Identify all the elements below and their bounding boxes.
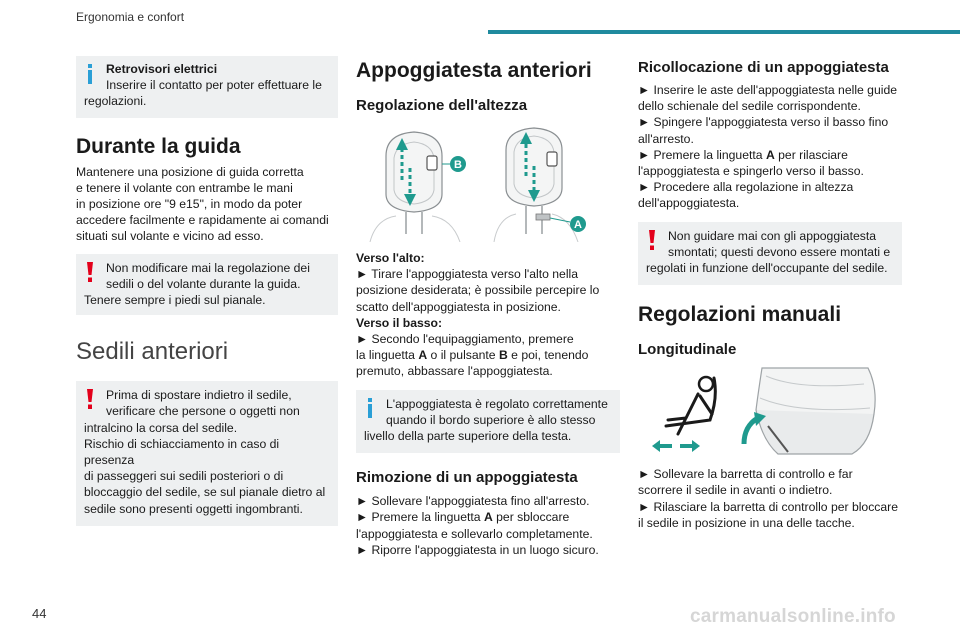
instruction-text: per sbloccare [492,510,570,525]
instruction-line [356,493,620,509]
column-right [638,56,902,531]
warning-line: verificare che persone o oggetti non [106,404,300,419]
instruction-line: dell'appoggiatesta. [638,196,740,211]
instruction-line: posizione desiderata; è possibile percepire lo [356,283,600,298]
refit-warning-note [638,222,902,286]
warning-line: regolati in funzione dell'occupante del sedile. [646,261,888,276]
instruction-text: Spingere l'appoggiatesta verso il basso fino [653,115,889,130]
text-line: accedere facilmente e rapidamente ai comandi [76,213,329,228]
driving-heading: Durante la guida [76,134,241,158]
warning-line: Non modificare mai la regolazione dei [106,260,310,275]
longitudinal-heading: Longitudinale [638,341,737,359]
instruction-line: all'arresto. [638,131,694,146]
arrow-bullet: ► [638,115,651,130]
manual-adjust-heading: Regolazioni manuali [638,303,842,327]
headrests-heading: Appoggiatesta anteriori [356,59,592,82]
mirrors-note-line: Inserire il contatto per poter effettuare le [106,78,322,93]
arrow-bullet: ► [638,180,651,195]
instruction-line: l'appoggiatesta e sollevarlo completamente. [356,526,593,541]
instruction-text: Sollevare l'appoggiatesta fino all'arresto. [371,494,590,509]
warning-line: sedili o del volante durante la guida. [106,276,301,291]
instruction-line: scatto dell'appoggiatesta in posizione. [356,299,561,314]
instruction-line [638,147,902,163]
text-line: e tenere il volante con entrambe le mani [76,180,293,195]
warning-line: Tenere sempre i piedi sul pianale. [84,293,266,308]
arrow-bullet: ► [356,332,369,347]
instruction-text: o il pulsante [427,348,499,363]
down-label: Verso il basso: [356,315,443,330]
instruction-text: per rilasciare [774,147,848,162]
label-b: B [454,159,462,171]
instruction-text: Rilasciare la barretta di controllo per bloccare [653,499,899,514]
arrow-bullet: ► [356,267,369,282]
instruction-text: Tirare l'appoggiatesta verso l'alto nella [371,267,579,282]
text-line: in posizione ore "9 e15", in modo da poter [76,197,303,212]
driving-warning-note [76,254,338,316]
instruction-text: Procedere alla regolazione in altezza [653,180,854,195]
front-seats-heading: Sedili anteriori [76,338,229,366]
instruction-text: e poi, tenendo [507,348,589,363]
instruction-text: Premere la linguetta [653,147,766,162]
instruction-text: Premere la linguetta [371,510,484,525]
instruction-line [356,347,620,363]
instruction-line: scorrere il sedile in avanti o indietro. [638,483,833,498]
warning-icon [85,389,95,409]
warning-line: Rischio di schiacciamento in caso di presenza [84,436,280,468]
warning-line: intralcino la corsa del sedile. [84,420,238,435]
instruction-line [356,542,620,558]
watermark: carmanualsonline.info [690,606,896,627]
instruction-line [356,266,620,282]
arrow-bullet: ► [356,542,369,557]
instruction-line [356,331,620,347]
driving-paragraph [76,164,338,245]
instruction-line: l'appoggiatesta e spingerlo verso il basso. [638,164,864,179]
headrest-illustration [356,124,616,242]
instruction-text: Sollevare la barretta di controllo e far [653,467,853,482]
instruction-text: Secondo l'equipaggiamento, premere [371,332,574,347]
seats-warning-note [76,381,338,526]
instruction-text: la linguetta [356,348,419,363]
label-a-ref: A [483,510,493,525]
instruction-line: il sedile in posizione in una delle tacche. [638,515,855,530]
longitudinal-instructions [638,466,902,531]
up-label: Verso l'alto: [356,251,425,265]
instruction-line [638,114,902,130]
height-adjust-heading: Regolazione dell'altezza [356,97,528,114]
warning-icon [85,262,95,282]
label-b-ref: B [498,348,508,363]
column-middle [356,56,620,558]
instruction-text: Riporre l'appoggiatesta in un luogo sicuro. [371,542,599,557]
column-left [76,56,338,526]
instruction-line [356,509,620,525]
refit-instructions [638,82,902,212]
note-line: livello della parte superiore della testa. [364,429,572,444]
seat-slide-illustration [638,354,902,458]
header-accent-bar [488,30,960,34]
note-line: quando il bordo superiore è allo stesso [386,412,596,427]
text-line: Mantenere una posizione di guida corretta [76,164,304,179]
warning-line: smontati; questi devono essere montati e [668,244,891,259]
seat-pictogram-icon [652,377,715,452]
info-icon [365,398,375,418]
instruction-line [638,82,902,98]
page-number: 44 [32,606,47,621]
warning-line: di passeggeri sui sedili posteriori o di [84,469,284,484]
instruction-line [638,499,902,515]
label-a: A [574,219,582,231]
note-line: L'appoggiatesta è regolato correttamente [386,396,608,411]
arrow-bullet: ► [638,499,651,514]
arrow-bullet: ► [356,494,369,509]
arrow-bullet: ► [356,510,369,525]
text-line: situati sul volante e vicino ad esso. [76,229,264,244]
instruction-line: dello schienale del sedile corrispondente. [638,99,861,114]
arrow-bullet: ► [638,147,651,162]
mirrors-info-note [76,56,338,118]
instruction-line [638,179,902,195]
info-icon [85,64,95,84]
instruction-text: Inserire le aste dell'appoggiatesta nelle guide [653,83,898,97]
instruction-line: premuto, abbassare l'appoggiatesta. [356,364,553,379]
label-a-ref: A [765,147,775,162]
refit-heading: Ricollocazione di un appoggiatesta [638,59,889,76]
header-section-title: Ergonomia e confort [76,10,185,24]
warning-line: sedile sono presenti oggetti ingombranti. [84,501,303,516]
arrow-bullet: ► [638,467,651,482]
label-a-ref: A [418,348,428,363]
removal-instructions [356,493,620,558]
arrow-bullet: ► [638,83,651,97]
instruction-line [638,466,902,482]
warning-line: Non guidare mai con gli appoggiatesta [668,228,877,243]
warning-line: bloccaggio del sedile, se sul pianale dietro al [84,485,326,500]
mirrors-note-line: regolazioni. [84,94,147,109]
warning-icon [647,230,657,250]
height-info-note [356,390,620,454]
mirrors-note-title: Retrovisori elettrici [106,62,218,76]
warning-line: Prima di spostare indietro il sedile, [106,388,292,403]
height-instructions [356,250,620,380]
removal-heading: Rimozione di un appoggiatesta [356,469,578,487]
